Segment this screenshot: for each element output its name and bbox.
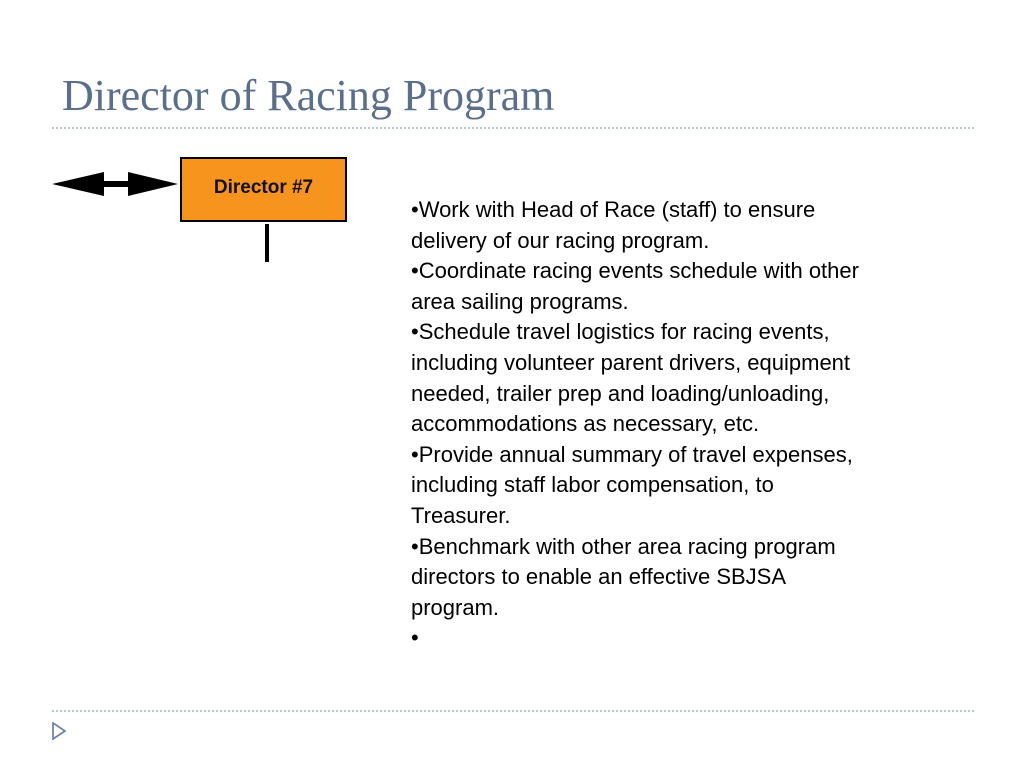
responsibilities-list — [411, 195, 951, 654]
director-box-label: Director #7 — [213, 177, 314, 198]
list-item: •Coordinate racing events schedule with other area sailing programs. — [411, 258, 859, 314]
list-item: •Provide annual summary of travel expenses, including staff labor compensation, to Treasurer. — [411, 441, 853, 528]
slide-title: Director of Racing Program — [62, 71, 555, 120]
director-box — [180, 157, 347, 222]
list-item: • — [411, 625, 419, 651]
double-arrow-icon — [52, 170, 180, 198]
triangle-right-icon[interactable] — [52, 722, 66, 740]
title-divider — [52, 127, 974, 129]
list-item: •Schedule travel logistics for racing events, including volunteer parent drivers, equipment needed, trailer prep and loading/unloading, accommodations as necessary, etc. — [411, 319, 851, 437]
list-item: •Work with Head of Race (staff) to ensure delivery of our racing program. — [411, 197, 816, 253]
list-item: •Benchmark with other area racing program directors to enable an effective SBJSA program. — [411, 533, 836, 620]
vertical-connector-line — [265, 224, 269, 262]
footer-divider — [52, 710, 974, 712]
